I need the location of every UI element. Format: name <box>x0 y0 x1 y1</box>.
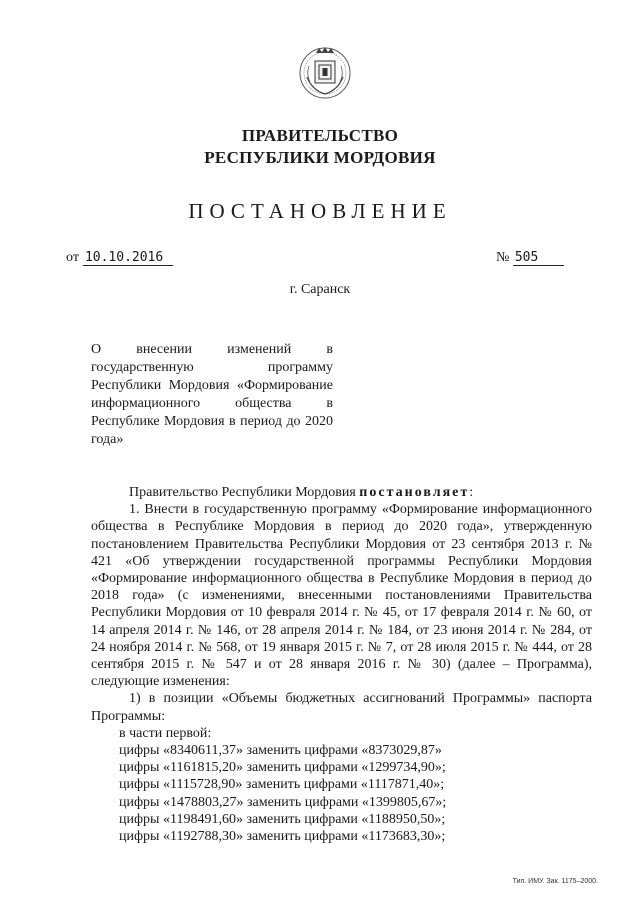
document-subject: О внесении изменений в государственную программу Республики Мордовия «Формирование информационного общества в Республике Мордовия в период до 2020 года» <box>91 342 333 447</box>
intro-end: : <box>469 485 474 500</box>
document-type: ПОСТАНОВЛЕНИЕ <box>188 199 452 223</box>
paragraph-1: 1. Внести в государственную программу «Формирование информационного общества в Республике Мордовия в период до 2020 года», утвержденную постановлением Правительства Республики Мордовия от 23 сентября 2013 г. № 421 «Об утверждении государственной программы Республики Мордовия «Формирование информационного общества в Республике Мордовия в период до 2018 года» (с изменениями, внесенными постановлениями Правительства Республики Мордовия от 10 февраля 2014 г. № 45, от 17 февраля 2014 г. № 60, от 14 апреля 2014 г. № 146, от 28 апреля 2014 г. № 184, от 23 июня 2014 г. № 284, от 24 ноября 2014 г. № 568, от 19 января 2015 г. № 7, от 28 июля 2015 г. № 444, от 28 сентября 2015 г. № 547 и от 28 января 2016 г. № 30) (далее – Программа), следующие изменения: <box>91 502 592 690</box>
city: г. Саранск <box>289 282 351 297</box>
list-item: цифры «1161815,20» заменить цифрами «1299734,90»; <box>119 760 446 776</box>
list-item: цифры «1115728,90» заменить цифрами «1117871,40»; <box>119 777 445 793</box>
paragraph-3: в части первой: <box>119 725 212 741</box>
list-item: цифры «1478803,27» заменить цифрами «1399805,67»; <box>119 794 447 810</box>
intro-paragraph <box>91 484 592 501</box>
organization-name-line2: РЕСПУБЛИКИ МОРДОВИЯ <box>204 148 436 167</box>
number-line <box>496 250 564 266</box>
date-label: от <box>66 250 79 265</box>
number-label: № <box>496 250 510 265</box>
coat-of-arms-icon <box>298 44 352 100</box>
intro-action: постановляет <box>359 485 470 500</box>
list-item: цифры «8340611,37» заменить цифрами «8373029,87» <box>119 743 442 759</box>
document-date: 10.10.2016 <box>83 250 173 266</box>
date-line <box>66 250 173 266</box>
list-item: цифры «1198491,60» заменить цифрами «1188950,50»; <box>119 811 446 827</box>
print-footer: Тип. ИМУ. Зак. 1175–2000. <box>512 878 598 885</box>
organization-name-line1: ПРАВИТЕЛЬСТВО <box>241 126 399 145</box>
paragraph-2: 1) в позиции «Объемы бюджетных ассигнований Программы» паспорта Программы: <box>91 691 592 724</box>
intro-text: Правительство Республики Мордовия <box>129 485 360 500</box>
document-body <box>91 484 592 845</box>
list-item: цифры «1192788,30» заменить цифрами «1173683,30»; <box>119 829 446 845</box>
document-number: 505 <box>513 250 564 266</box>
